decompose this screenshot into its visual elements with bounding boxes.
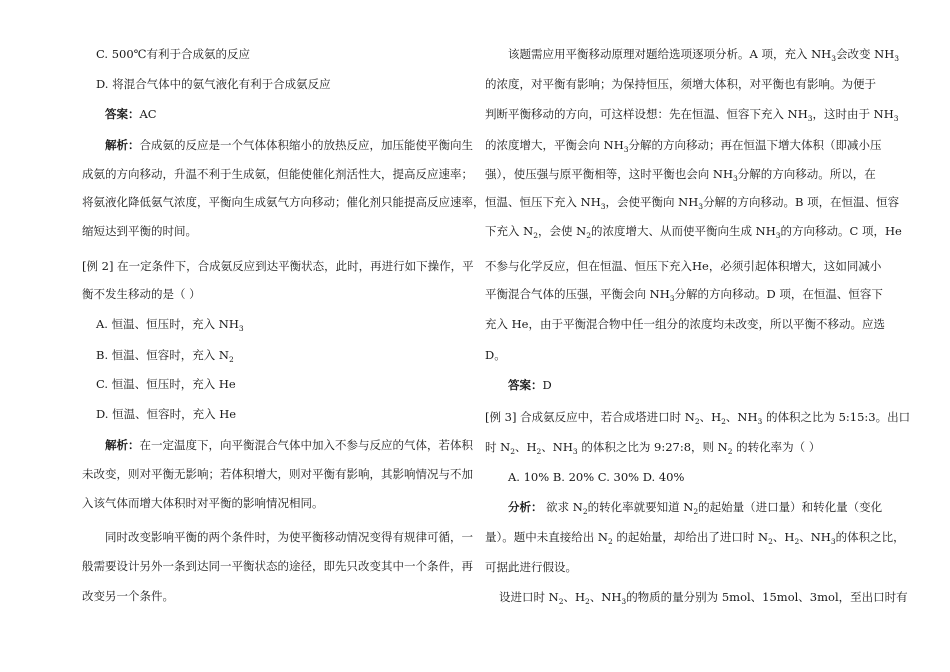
line-text: C. 恒温、恒压时，充入 He bbox=[96, 377, 236, 391]
line-text: 将氨液化降低氨气浓度，平衡向生成氨气方向移动；催化剂只能提高反应速率， bbox=[82, 195, 485, 209]
text-line: [例 3] 合成氨反应中，若合成塔进口时 $N_2$、$H_2$、$NH_3$ 的体积之比为 5:15:3。出口 bbox=[485, 410, 911, 426]
line-text: D. 恒温、恒容时，充入 He bbox=[96, 407, 237, 421]
line-text: 入该气体而增大体积时对平衡的影响情况相同。 bbox=[82, 496, 324, 510]
subscript: 2 bbox=[228, 355, 234, 364]
text-line bbox=[82, 559, 473, 573]
text-line bbox=[82, 77, 331, 91]
text-line bbox=[82, 438, 473, 452]
line-text: 合成氨的反应是一个气体体积缩小的放热反应，加压能使平衡向生 bbox=[139, 138, 473, 152]
line-text: 未改变，则对平衡无影响；若体积增大，则对平衡有影响，其影响情况与不加 bbox=[82, 467, 473, 481]
line-text: [例 2] 在一定条件下，合成氨反应到达平衡状态，此时，再进行如下操作，平 bbox=[82, 259, 474, 273]
text-line: 恒温、恒压下充入 $NH_3$，会使平衡向 $NH_3$分解的方向移动。B 项，在恒温、恒容 bbox=[485, 195, 900, 211]
text-line bbox=[82, 317, 244, 331]
text-line bbox=[82, 467, 473, 481]
text-line bbox=[82, 138, 473, 152]
line-text: 同时改变影响平衡的两个条件时，为使平衡移动情况变得有规律可循，一 bbox=[105, 530, 473, 544]
line-text: 改变另一个条件。 bbox=[82, 589, 174, 603]
text-line bbox=[82, 530, 473, 544]
text-line: 可据此进行假设。 bbox=[485, 560, 577, 574]
section-label: 解析： bbox=[105, 438, 140, 452]
text-line: A. 10% B. 20% C. 30% D. 40% bbox=[508, 470, 685, 484]
text-line bbox=[82, 377, 236, 391]
text-line: 该题需应用平衡移动原理对题给选项逐项分析。A 项，充入 $NH_3$会改变 $NH_3$ bbox=[508, 47, 900, 63]
text-line bbox=[82, 348, 234, 362]
text-line bbox=[82, 195, 485, 209]
text-line: D。 bbox=[485, 348, 506, 362]
text-line bbox=[82, 496, 324, 510]
text-line: 不参与化学反应，但在恒温、恒压下充入He，必须引起体积增大，这如同减小 bbox=[485, 259, 882, 273]
line-text: AC bbox=[139, 107, 157, 121]
text-line: 分析： 欲求 $N_2$的转化率就要知道 $N_2$的起始量（进口量）和转化量（变化 bbox=[508, 500, 883, 516]
text-line: 判断平衡移动的方向，可这样设想：先在恒温、恒容下充入 $NH_3$，这时由于 $NH_3$ bbox=[485, 107, 899, 123]
line-text: C. 500℃有利于合成氨的反应 bbox=[96, 47, 251, 61]
section-label: 解析： bbox=[105, 138, 140, 152]
line-text: A. 恒温、恒压时，充入 NH bbox=[96, 317, 239, 331]
line-text: 衡不发生移动的是（ ） bbox=[82, 287, 201, 301]
text-line bbox=[82, 47, 250, 61]
text-line bbox=[82, 589, 174, 603]
text-line: 量）。题中未直接给出 $N_2$ 的起始量，却给出了进口时 $N_2$、$H_2$、$NH_3$的体积之比， bbox=[485, 530, 905, 546]
text-line bbox=[82, 259, 474, 273]
line-text: 在一定温度下，向平衡混合气体中加入不参与反应的气体，若体积 bbox=[139, 438, 473, 452]
text-line: 下充入 $N_2$，会使 $N_2$的浓度增大、从而使平衡向生成 $NH_3$的方向移动。C 项，He bbox=[485, 224, 902, 240]
line-text: D. 将混合气体中的氨气液化有利于合成氨反应 bbox=[96, 77, 331, 91]
text-line: 答案：D bbox=[508, 378, 552, 392]
line-text: 成氨的方向移动，升温不利于生成氨，但能使催化剂活性大，提高反应速率； bbox=[82, 167, 473, 181]
text-line: 强），使压强与原平衡相等，这时平衡也会向 $NH_3$分解的方向移动。所以，在 bbox=[485, 167, 876, 183]
section-label: 答案： bbox=[105, 107, 140, 121]
text-line bbox=[82, 407, 236, 421]
line-text: 缩短达到平衡的时间。 bbox=[82, 224, 197, 238]
text-line: 的浓度增大，平衡会向 $NH_3$分解的方向移动；再在恒温下增大体积（即减小压 bbox=[485, 138, 882, 154]
text-line bbox=[82, 167, 473, 181]
text-line: 的浓度，对平衡有影响；为保持恒压，须增大体积，对平衡也有影响。为便于 bbox=[485, 77, 876, 91]
line-text: B. 恒温、恒容时，充入 N bbox=[96, 348, 229, 362]
text-line: 设进口时 $N_2$、$H_2$、$NH_3$的物质的量分别为 5mol、15mol、3mol，至出口时有 bbox=[499, 590, 908, 606]
line-text: 般需要设计另外一条到达同一平衡状态的途径，即先只改变其中一个条件，再 bbox=[82, 559, 473, 573]
text-line: 时 $N_2$、$H_2$、$NH_3$ 的体积之比为 9:27:8，则 $N_2$ 的转化率为（ ） bbox=[485, 440, 821, 456]
text-line: 平衡混合气体的压强，平衡会向 $NH_3$分解的方向移动。D 项，在恒温、恒容下 bbox=[485, 287, 883, 303]
text-line bbox=[82, 287, 201, 301]
subscript: 3 bbox=[238, 324, 244, 333]
text-line bbox=[82, 107, 157, 121]
text-line bbox=[82, 224, 197, 238]
text-line: 充入 He，由于平衡混合物中任一组分的浓度均未改变，所以平衡不移动。应选 bbox=[485, 317, 885, 331]
